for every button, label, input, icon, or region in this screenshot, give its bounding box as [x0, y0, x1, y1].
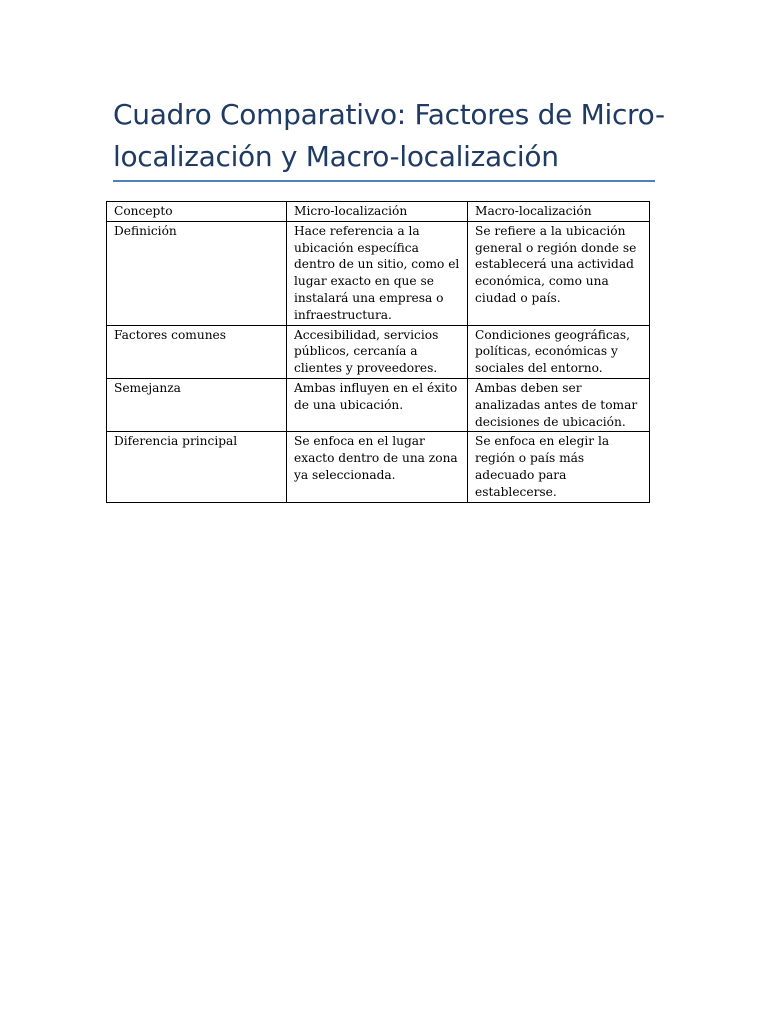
table-cell-concept: Factores comunes [107, 325, 287, 378]
table-row [107, 221, 650, 325]
table-cell-micro: Accesibilidad, servicios públicos, cercanía a clientes y proveedores. [287, 325, 468, 378]
comparison-table [106, 201, 650, 503]
header-cell-macro: Macro-localización [468, 202, 650, 222]
table-cell-concept: Semejanza [107, 378, 287, 431]
table-row [107, 432, 650, 502]
table-cell-macro: Se refiere a la ubicación general o región donde se establecerá una actividad económica, como una ciudad o país. [468, 221, 650, 325]
table-cell-micro: Se enfoca en el lugar exacto dentro de una zona ya seleccionada. [287, 432, 468, 502]
title-underline [113, 180, 655, 182]
table-cell-micro: Hace referencia a la ubicación específica dentro de un sitio, como el lugar exacto en que se instalará una empresa o infraestructura. [287, 221, 468, 325]
table-cell-concept: Diferencia principal [107, 432, 287, 502]
table-row [107, 325, 650, 378]
table-header-row [107, 202, 650, 222]
table-cell-concept: Definición [107, 221, 287, 325]
table-row [107, 378, 650, 431]
table-cell-micro: Ambas influyen en el éxito de una ubicación. [287, 378, 468, 431]
table-cell-macro: Se enfoca en elegir la región o país más adecuado para establecerse. [468, 432, 650, 502]
table-cell-macro: Condiciones geográficas, políticas, económicas y sociales del entorno. [468, 325, 650, 378]
table-cell-macro: Ambas deben ser analizadas antes de tomar decisiones de ubicación. [468, 378, 650, 431]
header-cell-micro: Micro-localización [287, 202, 468, 222]
header-cell-concepto: Concepto [107, 202, 287, 222]
page-title: Cuadro Comparativo: Factores de Micro-localización y Macro-localización [113, 98, 665, 173]
